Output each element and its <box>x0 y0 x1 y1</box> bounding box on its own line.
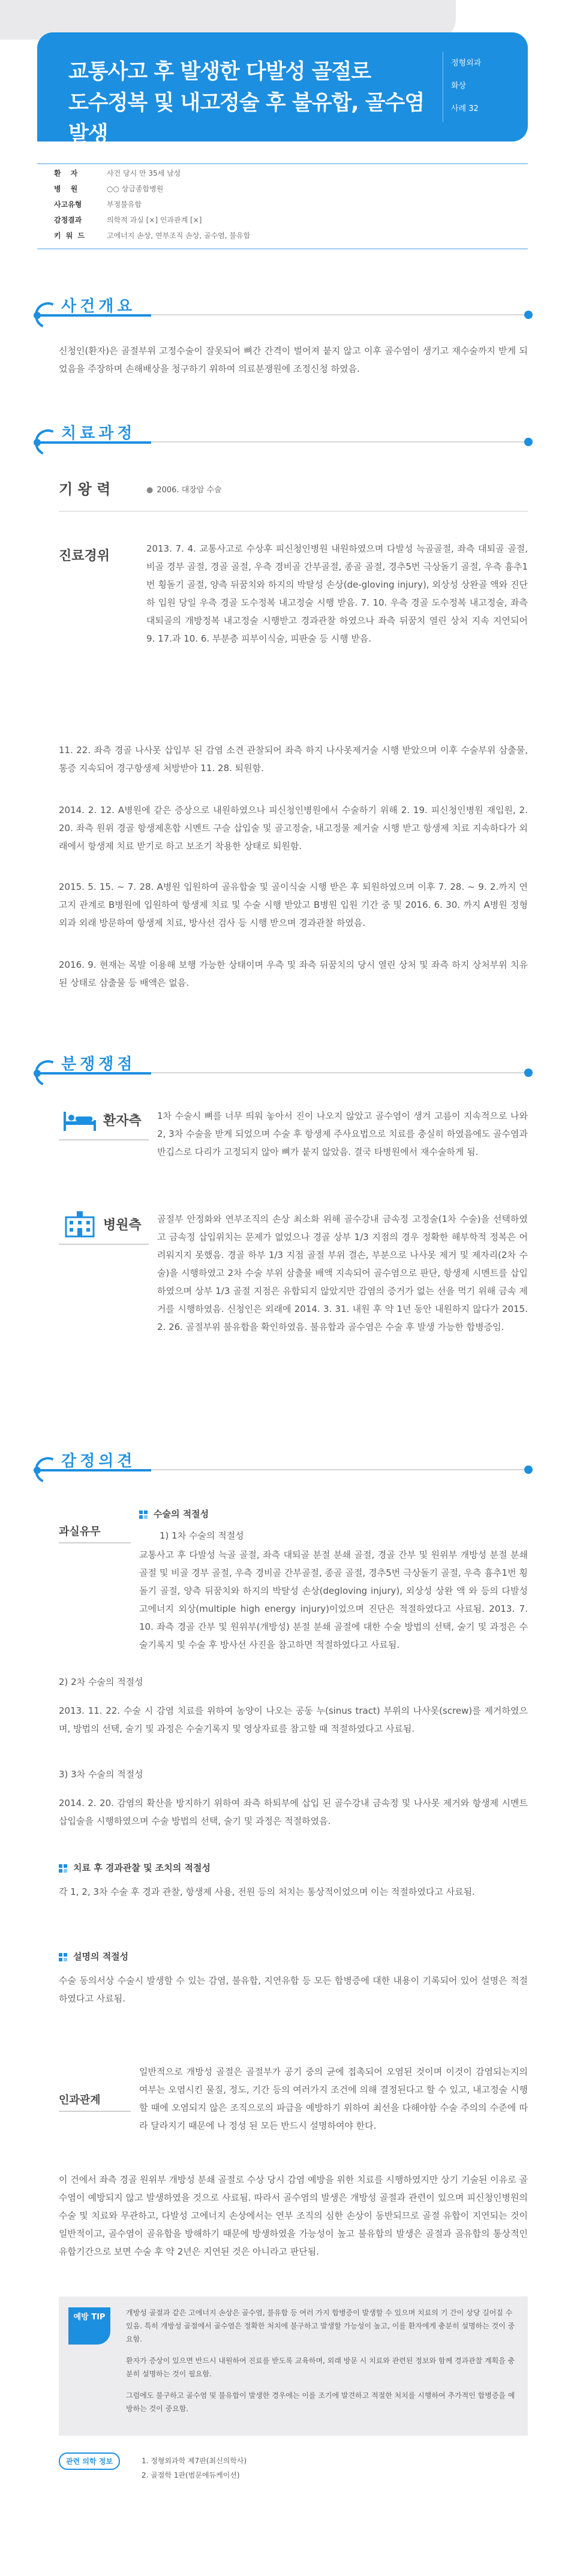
hospital-building-icon <box>62 1211 97 1238</box>
info-value: 고에너지 손상, 연부조직 손상, 골수염, 불유합 <box>107 231 251 240</box>
tip-paragraph: 환자가 증상이 있으면 반드시 내원하여 진료를 받도록 교육하며, 외래 방문 시 치료와 관련된 정보와 함께 경과관찰 계획을 충분히 설명하는 것이 필요함. <box>126 2357 515 2378</box>
info-row-accident-type <box>37 199 528 215</box>
info-row-keywords <box>37 230 528 246</box>
page-title-line1: 교통사고 후 발생한 다발성 골절로 <box>68 60 371 84</box>
followup-text: 각 1, 2, 3차 수술 후 경과 관찰, 항생제 사용, 전원 등의 처치는 통상적이었으며 이는 적절하였다고 사료됨. <box>59 1886 475 1897</box>
reference-badge: 관련 의학 정보 <box>59 2452 120 2470</box>
patient-label: 환자측 <box>103 1114 142 1128</box>
section-title: 치료과정 <box>61 425 136 443</box>
course-paragraph: 11. 22. 좌측 경골 나사못 삽입부 된 감염 소견 관찰되어 좌측 하지 나사못제거술 시행 받았으며 이후 수술부위 삼출물, 통증 지속되어 경구항생제 처방받아 11. 28. 퇴원함. <box>59 745 528 774</box>
tip-badge: 예방 TIP <box>68 2307 110 2345</box>
heading-dot <box>34 439 41 446</box>
item-title: 3) 3차 수술의 적절성 <box>59 1769 143 1780</box>
course-paragraph: 2014. 2. 12. A병원에 같은 증상으로 내원하였으나 피신청인병원에서 수술하기 위해 2. 19. 피신청인병원 재입원, 2. 20. 좌측 원위 경골 항생제혼합 시멘트 구슬 삽입술 및 골고정술, 내고정물 제거술 시행 받고 항생제 치료 지속하다가 외래에서 항생제 치료 받기로 하고 보조기 착용한 상태로 퇴원함. <box>59 805 528 851</box>
reference-list <box>142 2454 247 2482</box>
section-heading-opinion <box>37 1448 528 1489</box>
case-info-table <box>37 168 528 246</box>
course-paragraph: 2016. 9. 현재는 목발 이용해 보행 가능한 상태이며 우측 및 좌측 뒤꿈치의 당시 열린 상처 및 좌측 하지 상처부위 치유된 상태로 삼출물 등 배액은 없음. <box>59 959 528 988</box>
info-label: 키 워 드 <box>54 231 86 240</box>
reference-item: 1. 정형외과학 제7판(최신의학사) <box>142 2457 247 2465</box>
item-title: 1) 1차 수술의 적절성 <box>160 1530 244 1541</box>
history-value-text: 2006. 대장암 수술 <box>157 486 222 495</box>
info-top-line <box>37 163 528 164</box>
section-heading-overview <box>37 293 528 335</box>
causation-text-2: 이 건에서 좌측 경골 원위부 개방성 분쇄 골절로 수상 당시 감염 예방을 위한 치료를 시행하였지만 상기 기술된 이유로 골수염이 예방되지 않고 발생하였을 것으로 사료됨. 따라서 골수염의 발생은 개방성 골절과 관련이 있으며 피신청인병원의 수술 및 치료와 무관하고, 다발성 고에너지 손상에서는 연부 조직의 심한 손상이 동반되므로 골절 유합이 지연되는 것이 일반적이고, 골수염이 골유합을 방해하기 때문에 방생하였을 가능성이 높고 불유합의 발생은 골절과 골유합의 통상적인 유합기간으로 보면 수술 후 약 2년은 지연된 것은 아니라고 판단됨. <box>59 2174 528 2257</box>
item-title: 2) 2차 수술의 적절성 <box>59 1677 143 1687</box>
item-text: 2013. 11. 22. 수술 시 감염 치료를 위하여 농양이 나오는 공동 누(sinus tract) 부위의 나사못(screw)를 제거하였으며, 방법의 선택, 술기 및 과정은 수술기록지 및 영상자료를 참고할 때 적절하였다고 사료됨. <box>59 1705 528 1734</box>
info-label: 병 원 <box>54 185 82 193</box>
info-value: 사건 당시 만 35세 남성 <box>107 169 181 177</box>
four-square-bullet-icon <box>59 1864 67 1873</box>
label-underline <box>59 1244 149 1245</box>
appropriateness-title: 수술의 적절성 <box>154 1509 209 1519</box>
course-paragraph: 2015. 5. 15. ~ 7. 28. A병원 입원하여 골유합술 및 골이식술 시행 받은 후 퇴원하였으며 이후 7. 28. ~ 9. 2.까지 연고지 관계로 B병원에 입원하여 항생제 치료 및 수술 시행 받았고 B병원 입원 기간 중 및 2016. 6. 30. 까지 A병원 정형외과 외래 방문하여 항생제 치료, 방사선 검사 등 시행 받으며 경과관찰 하였음. <box>59 881 528 928</box>
reference-item: 2. 골절학 1판(범문에듀케이션) <box>142 2471 240 2479</box>
causation-label: 인과관계 <box>59 2094 101 2106</box>
negligence-label: 과실유무 <box>59 1525 101 1538</box>
section-heading-treatment <box>37 420 528 462</box>
heading-end-dot <box>524 1069 533 1077</box>
course-text: 2013. 7. 4. 교통사고로 수상후 피신청인병원 내원하였으며 다발성 늑골골절, 좌측 대퇴골 골절, 비골 경부 골절, 경골 골절, 우측 경비골 간부골절, 종골 골절, 경추5번 극상돌기 골절, 우측 흉추1번 횡돌기 골절, 양측 뒤꿈치와 하지의 박탈성 손상(de-gloving injury), 외상성 상완골 액와 진단하 입원 당일 우측 경골 도수정복 내고정술 시행 받음. 7. 10. 우측 경골 도수정복 내고정술, 좌측 대퇴골의 개방정복 내고정술 시행받고 경과관찰 하였으나 좌측 뒤꿈치 열린 상처 지속 지연되어 9. 17.과 10. 6. 부분층 피부이식술, 피판술 등 시행 받음. <box>146 543 528 644</box>
heading-end-dot <box>524 1465 533 1474</box>
heading-dot <box>34 1070 41 1077</box>
heading-dot <box>34 312 41 319</box>
patient-bed-icon <box>62 1107 97 1133</box>
info-label: 사고유형 <box>54 200 82 209</box>
info-value: 부정불유합 <box>107 200 142 209</box>
hospital-claim-text: 골절부 안정화와 연부조직의 손상 최소화 위해 골수강내 금속정 고정술(1차 수술)을 선택하였고 금속정 삽입위치는 문제가 없었으나 경골 상부 1/3 지점의 경우 정확한 해부학적 정복은 어려워지지 못했음. 경골 하부 1/3 지점 골절 부위 결손, 부분으로 나사못 제거 및 제자리(2차 수술)을 시행하였고 2차 수술 부위 삼출물 배액 지속되어 골수염으로 판단, 항생제 시멘트를 삽입하였으며 상부 1/3 골절 지점은 유합되지 않았지만 감염의 증거가 없는 선을 먹기 위해 금속 제거를 시행하였음. 신청인은 외래에 2014. 3. 31. 내원 후 약 1년 동안 내원하지 않다가 2015. 2. 26. 골절부위 불유합을 확인하였음. 불유합과 골수염은 수술 후 발생 가능한 합병증임. <box>157 1214 528 1332</box>
header-meta-category: 화상 <box>451 82 467 91</box>
info-bottom-line <box>37 248 528 249</box>
patient-claim-text: 1차 수술시 뼈를 너무 띄워 놓아서 진이 나오지 않았고 골수염이 생겨 고름이 지속적으로 나와 2, 3차 수술을 받게 되었으며 수술 후 항생제 주사요법으로 치료를 충실히 하였음에도 골수염과 반깁스로 다리가 고정되지 않아 뼈가 붙지 않았음. 결국 타병원에서 재수술하게 됨. <box>157 1111 528 1157</box>
causation-text-1: 일반적으로 개방성 골절은 골절부가 공기 중의 균에 접촉되어 오염된 것이며 이것이 감염되는지의 여부는 오염시킨 물질, 정도, 기간 등의 여러가지 조건에 의해 결정된다고 할 수 있고, 내고정술 시행할 때에 오염되지 않은 조직으로의 파급을 예방하기 위하여 최선을 다해야함 수술 주의의 수준에 따라 달라지기 때문에 나 정성 된 모든 반드시 설명하여야 한다. <box>139 2066 528 2131</box>
info-row-patient <box>37 168 528 183</box>
bullet-icon: ● <box>146 486 154 495</box>
history-value <box>146 483 222 495</box>
followup-title: 치료 후 경과관찰 및 조치의 적절성 <box>73 1862 211 1873</box>
heading-end-dot <box>524 311 533 319</box>
overview-text: 신청인(환자)은 골절부위 고정수술이 잘못되어 뼈간 간격이 벌어져 붙지 않고 이후 골수염이 생기고 재수술까지 받게 되었음을 주장하며 손해배상을 청구하기 위하여 의료분쟁원에 조정신청 하였음. <box>59 345 528 374</box>
page-title-line2: 도수정복 및 내고정술 후 불유합, 골수염 발생 <box>68 91 425 146</box>
followup-heading <box>59 1861 211 1874</box>
tip-paragraph: 개방성 골절과 같은 고에너지 손상은 골수염, 불유합 등 여러 가지 합병증이 발생할 수 있으며 치료의 기 간이 상당 길어질 수 있음. 특히 개방성 골절에서 골수염은 정확한 처치에 불구하고 발생할 가능성이 높고, 이를 환자에게 충분히 설명하는 것이 중요함. <box>126 2309 515 2343</box>
label-underline <box>59 1542 131 1543</box>
appropriateness-heading <box>139 1507 209 1520</box>
info-value: 의학적 과실 [×] 인과관계 [×] <box>107 216 202 224</box>
heading-end-dot <box>524 438 533 446</box>
item-text: 교통사고 후 다발성 늑골 골절, 좌측 대퇴골 분절 분쇄 골절, 경골 간부 및 원위부 개방성 분절 분쇄 골절 및 비골 경부 골절, 우측 경비골 간부골절, 종골 골절, 경추5번 극상돌기 골절, 우측 흉추1번 횡돌기 골절, 양측 뒤꿈치와 하지의 박탈성 손상(degloving injury), 외상성 상완 액 와 등의 다발성 고에너지 외상(multiple high energy injury)이었으며 진단은 적절하였다고 사료됨. 2013. 7. 10. 좌측 경골 간부 및 원위부(개방성) 분절 분쇄 골절에 대한 수술 방법의 선택, 술기 및 과정은 수술기록지 및 수술 후 방사선 사진을 참고하면 적절하였다고 사료됨. <box>139 1549 528 1650</box>
section-title: 사건개요 <box>61 297 136 315</box>
info-row-hospital <box>37 183 528 199</box>
header-banner <box>37 32 528 146</box>
explanation-text: 수술 동의서상 수술시 발생할 수 있는 감염, 불유합, 지연유합 등 모든 합병증에 대한 내용이 기록되어 있어 설명은 적절하였다고 사료됨. <box>59 1975 528 2004</box>
header-meta-case: 사례 32 <box>451 104 479 113</box>
hospital-label: 병원측 <box>103 1218 142 1233</box>
course-label: 진료경위 <box>59 549 110 564</box>
heading-dot <box>34 1467 41 1474</box>
tip-paragraph: 그럼에도 불구하고 골수염 및 불유합이 발생한 경우에는 이를 조기에 발견하고 적절한 처치를 시행하여 추가적인 합병증을 예방하는 것이 중요함. <box>126 2391 515 2413</box>
prevention-tip-box <box>59 2297 528 2436</box>
section-title: 감정의견 <box>61 1452 136 1470</box>
page-title <box>68 56 440 150</box>
info-value: ○○ 상급종합병원 <box>107 185 164 193</box>
history-label: 기 왕 력 <box>59 481 111 498</box>
explanation-title: 설명의 적절성 <box>73 1951 129 1962</box>
info-row-result <box>37 215 528 230</box>
label-underline <box>59 2111 131 2112</box>
info-label: 감정결과 <box>54 216 82 224</box>
explanation-heading <box>59 1950 128 1963</box>
header-meta-department: 정형외과 <box>451 59 482 68</box>
section-heading-dispute <box>37 1051 528 1093</box>
section-title: 분쟁쟁점 <box>61 1055 136 1073</box>
label-underline <box>59 1139 149 1140</box>
four-square-bullet-icon <box>59 1953 67 1961</box>
item-text: 2014. 2. 20. 감염의 확산을 방지하기 위하여 좌측 하퇴부에 삽입 된 골수강내 금속정 및 나사못 제거와 항생제 시멘트 삽입술을 시행하였으며 수술 방법의 선택, 술기 및 과정은 적절하였음. <box>59 1798 528 1826</box>
four-square-bullet-icon <box>139 1510 148 1519</box>
info-label: 환 자 <box>54 169 82 177</box>
